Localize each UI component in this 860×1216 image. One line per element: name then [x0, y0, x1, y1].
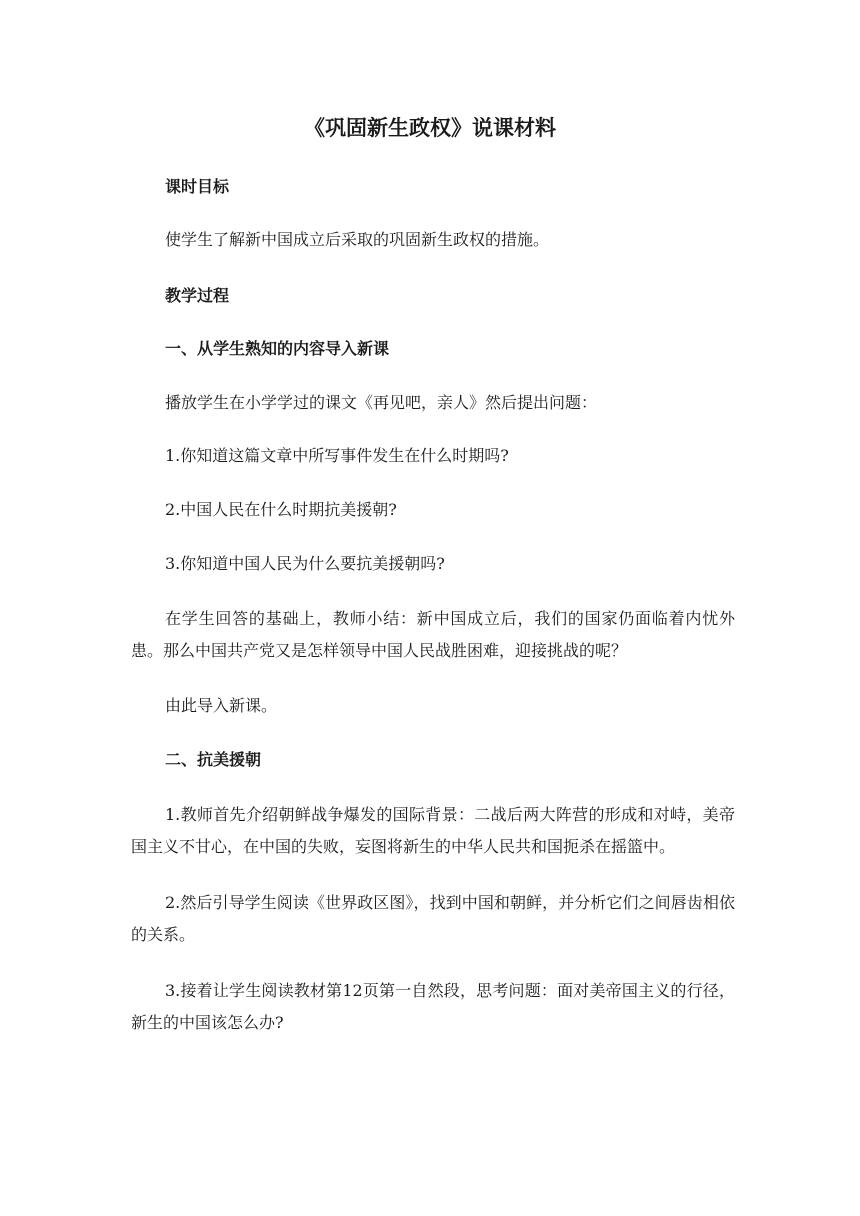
document-title: 《巩固新生政权》说课材料 [304, 116, 556, 140]
goal-text: 使学生了解新中国成立后采取的巩固新生政权的措施。 [165, 230, 550, 249]
question-2: 2.中国人民在什么时期抗美援朝? [165, 500, 397, 519]
part1-intro: 播放学生在小学学过的课文《再见吧，亲人》然后提出问题： [165, 393, 598, 412]
step-1: 1.教师首先介绍朝鲜战争爆发的国际背景：二战后两大阵营的形成和对峙，美帝国主义不甘心，在中国的失败，妄图将新生的中华人民共和国扼杀在摇篮中。 [131, 805, 735, 856]
step-3: 3.接着让学生阅读教材第12页第一自然段，思考问题：面对美帝国主义的行径，新生的中国该怎么办? [131, 981, 735, 1032]
question-3: 3.你知道中国人民为什么要抗美援朝吗? [165, 554, 445, 573]
part2-heading: 二、抗美援朝 [165, 750, 262, 769]
step-2: 2.然后引导学生阅读《世界政区图》，找到中国和朝鲜，并分析它们之间唇齿相依的关系。 [131, 893, 735, 944]
process-heading: 教学过程 [165, 286, 230, 305]
lead-in-text: 由此导入新课。 [165, 696, 278, 715]
part1-heading: 一、从学生熟知的内容导入新课 [165, 339, 390, 358]
teacher-summary: 在学生回答的基础上，教师小结：新中国成立后，我们的国家仍面临着内忧外患。那么中国共产党又是怎样领导中国人民战胜困难，迎接挑战的呢？ [131, 609, 735, 660]
question-1: 1.你知道这篇文章中所写事件发生在什么时期吗? [165, 446, 509, 465]
goal-heading: 课时目标 [165, 177, 230, 196]
